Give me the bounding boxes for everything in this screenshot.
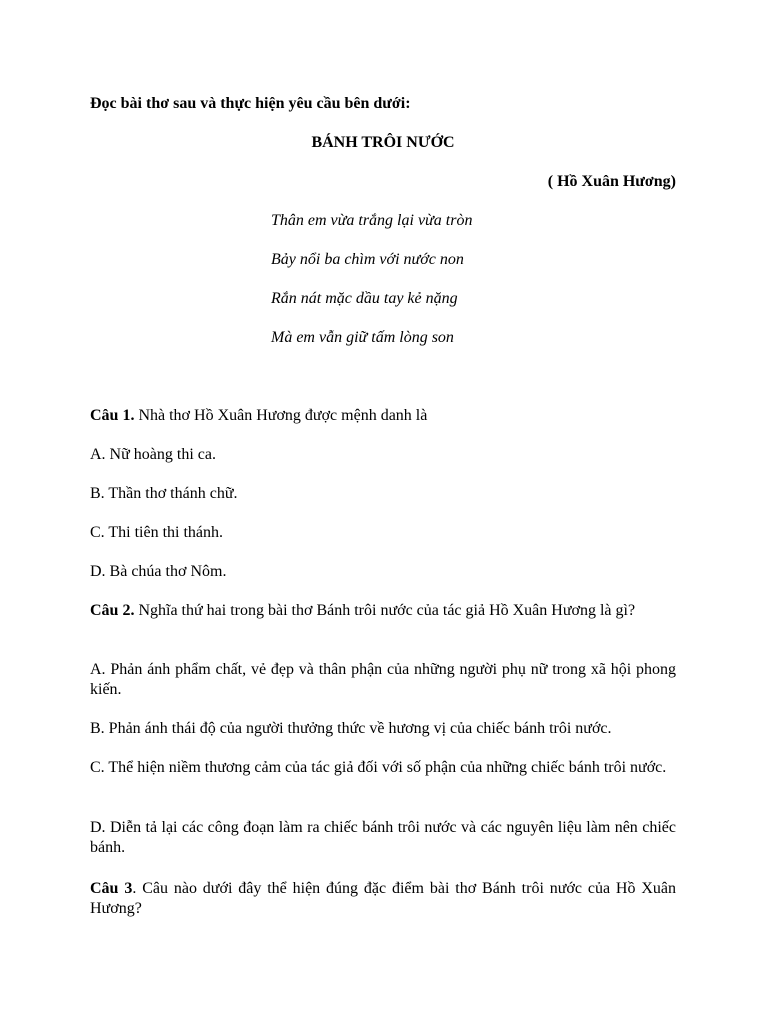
poem-line-3: Rắn nát mặc dầu tay kẻ nặng — [271, 290, 458, 307]
question-2-text: Nghĩa thứ hai trong bài thơ Bánh trôi nước của tác giả Hồ Xuân Hương là gì? — [134, 602, 636, 619]
poem-author: ( Hồ Xuân Hương) — [547, 173, 676, 190]
question-2-option-d: D. Diễn tả lại các công đoạn làm ra chiếc bánh trôi nước và các nguyên liệu làm nên chiếc bánh. — [90, 819, 676, 856]
question-1-option-d: D. Bà chúa thơ Nôm. — [90, 563, 227, 580]
question-3-text: . Câu nào dưới đây thể hiện đúng đặc điểm bài thơ Bánh trôi nước của Hồ Xuân Hương? — [90, 880, 677, 917]
instruction-text: Đọc bài thơ sau và thực hiện yêu cầu bên dưới: — [90, 95, 411, 112]
question-1-label: Câu 1. — [90, 407, 135, 424]
poem-title: BÁNH TRÔI NƯỚC — [311, 134, 455, 151]
question-3 — [90, 879, 676, 919]
question-3-label: Câu 3 — [90, 880, 133, 897]
question-2-option-a: A. Phản ánh phẩm chất, vẻ đẹp và thân phận của những người phụ nữ trong xã hội phong kiến. — [90, 661, 676, 698]
question-2-option-c: C. Thể hiện niềm thương cảm của tác giả đối với số phận của những chiếc bánh trôi nước. — [90, 759, 667, 776]
question-1-option-c: C. Thi tiên thi thánh. — [90, 524, 224, 541]
question-1-text: Nhà thơ Hồ Xuân Hương được mệnh danh là — [134, 407, 428, 424]
question-1-option-b: B. Thần thơ thánh chữ. — [90, 485, 238, 502]
question-2-option-b: B. Phản ánh thái độ của người thưởng thức về hương vị của chiếc bánh trôi nước. — [90, 720, 612, 737]
question-2-label: Câu 2. — [90, 602, 135, 619]
poem-line-1: Thân em vừa trắng lại vừa tròn — [271, 212, 473, 229]
poem-line-2: Bảy nổi ba chìm với nước non — [271, 251, 464, 268]
question-1-option-a: A. Nữ hoàng thi ca. — [90, 446, 216, 463]
question-2 — [90, 601, 676, 621]
question-1 — [90, 406, 676, 426]
poem-line-4: Mà em vẫn giữ tấm lòng son — [271, 329, 454, 346]
